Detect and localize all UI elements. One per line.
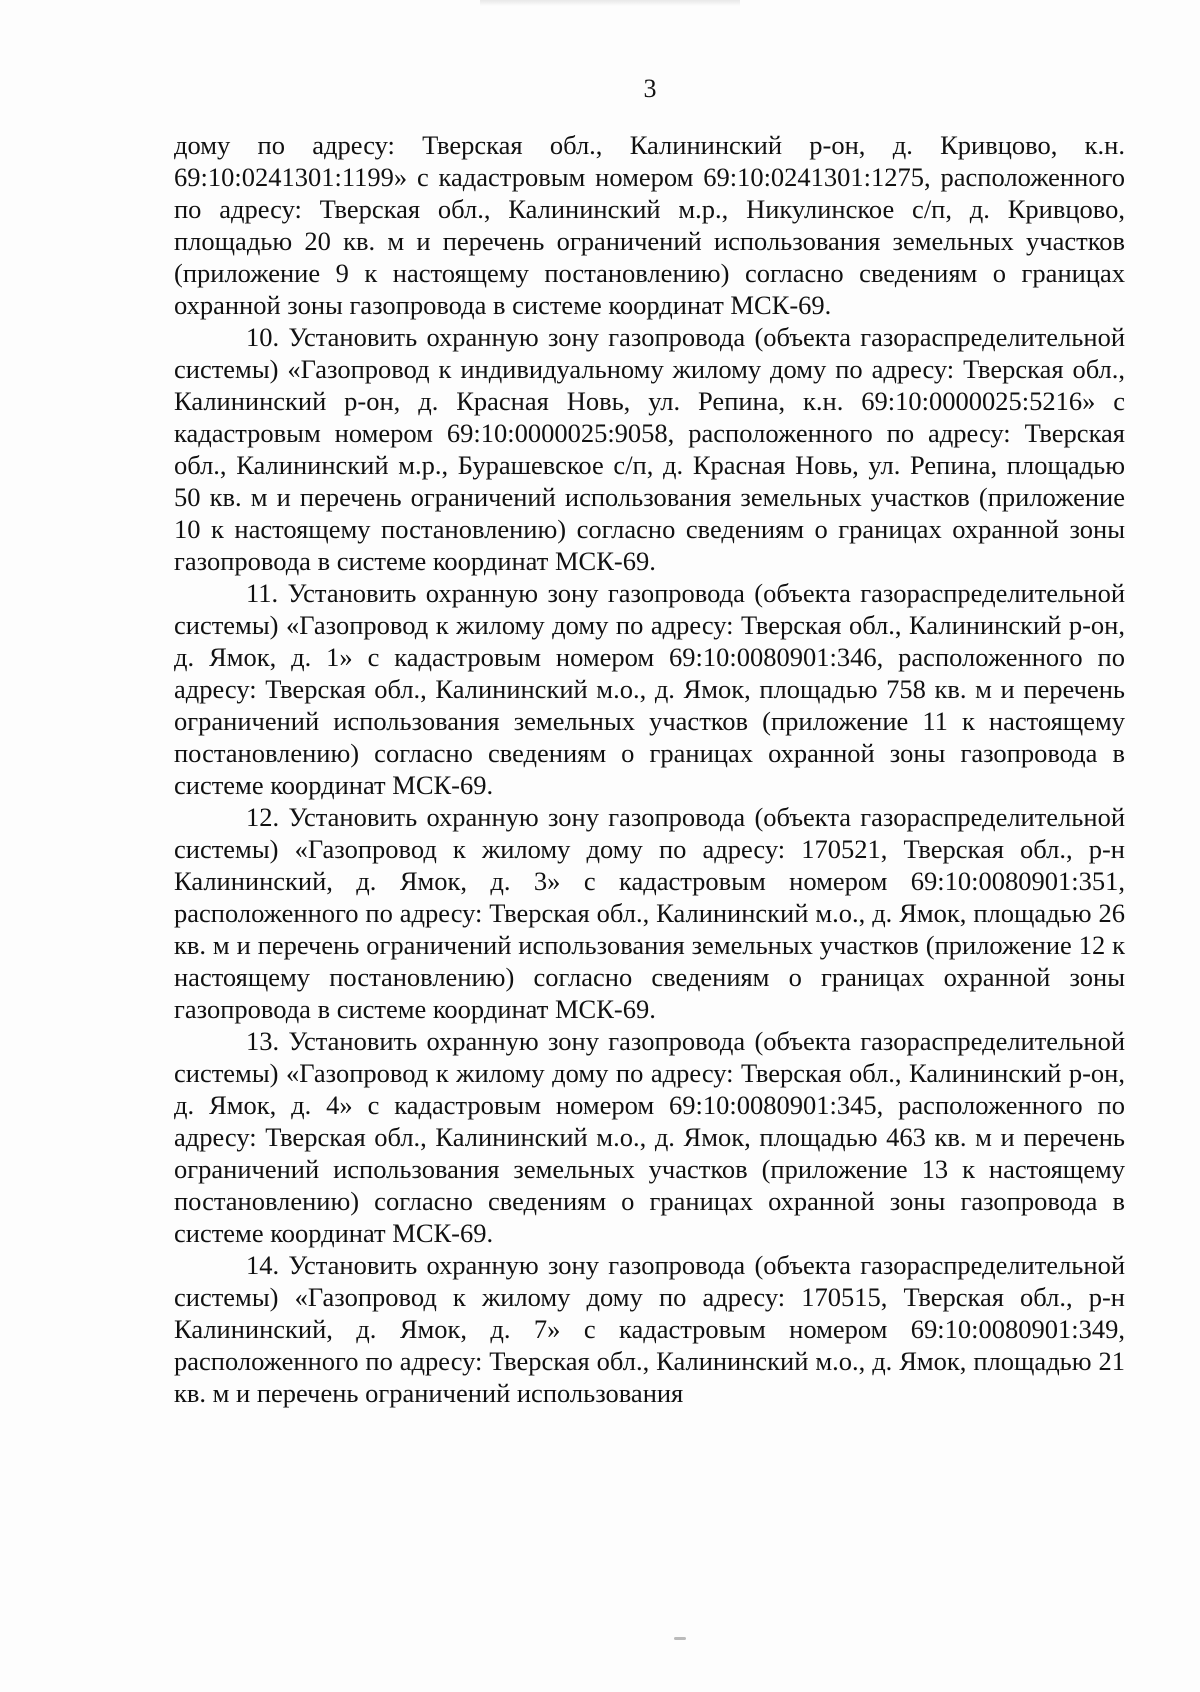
document-body — [174, 129, 1125, 1409]
page-number: 3 — [643, 74, 657, 103]
paragraph-item-12: 12. Установить охранную зону газопровода (объекта газораспределительной системы) «Газопровод к жилому дому по адресу: 170521, Тверская обл., р-н Калининский, д. Ямок, д. 3» с кадастровым номером 69:10:0080901:351, расположенного по адресу: Тверская обл., Калининский м.о., д. Ямок, площадью 26 кв. м и перечень ограничений использования земельных участков (приложение 12 к настоящему постановлению) согласно сведениям о границах охранной зоны газопровода в системе координат МСК-69. — [174, 802, 1125, 1024]
paragraph-item-10: 10. Установить охранную зону газопровода (объекта газораспределительной системы) «Газопровод к индивидуальному жилому дому по адресу: Тверская обл., Калининский р-он, д. Красная Новь, ул. Репина, к.н. 69:10:0000025:5216» с кадастровым номером 69:10:0000025:9058, расположенного по адресу: Тверская обл., Калининский м.р., Бурашевское с/п, д. Красная Новь, ул. Репина, площадью 50 кв. м и перечень ограничений использования земельных участков (приложение 10 к настоящему постановлению) согласно сведениям о границах охранной зоны газопровода в системе координат МСК-69. — [174, 322, 1125, 576]
paragraph-item-11: 11. Установить охранную зону газопровода (объекта газораспределительной системы) «Газопровод к жилому дому по адресу: Тверская обл., Калининский р-он, д. Ямок, д. 1» с кадастровым номером 69:10:0080901:346, расположенного по адресу: Тверская обл., Калининский м.о., д. Ямок, площадью 758 кв. м и перечень ограничений использования земельных участков (приложение 11 к настоящему постановлению) согласно сведениям о границах охранной зоны газопровода в системе координат МСК-69. — [174, 578, 1125, 800]
scan-artifact-mark — [674, 1637, 686, 1640]
paragraph-item-13: 13. Установить охранную зону газопровода (объекта газораспределительной системы) «Газопровод к жилому дому по адресу: Тверская обл., Калининский р-он, д. Ямок, д. 4» с кадастровым номером 69:10:0080901:345, расположенного по адресу: Тверская обл., Калининский м.о., д. Ямок, площадью 463 кв. м и перечень ограничений использования земельных участков (приложение 13 к настоящему постановлению) согласно сведениям о границах охранной зоны газопровода в системе координат МСК-69. — [174, 1026, 1125, 1248]
paragraph-continuation: дому по адресу: Тверская обл., Калининский р-он, д. Кривцово, к.н. 69:10:0241301:1199» с кадастровым номером 69:10:0241301:1275, расположенного по адресу: Тверская обл., Калининский м.р., Никулинское с/п, д. Кривцово, площадью 20 кв. м и перечень ограничений использования земельных участков (приложение 9 к настоящему постановлению) согласно сведениям о границах охранной зоны газопровода в системе координат МСК-69. — [174, 130, 1125, 320]
scan-edge-shadow — [480, 0, 740, 6]
paragraph-item-14: 14. Установить охранную зону газопровода (объекта газораспределительной системы) «Газопровод к жилому дому по адресу: 170515, Тверская обл., р-н Калининский, д. Ямок, д. 7» с кадастровым номером 69:10:0080901:349, расположенного по адресу: Тверская обл., Калининский м.о., д. Ямок, площадью 21 кв. м и перечень ограничений использования — [174, 1250, 1125, 1408]
